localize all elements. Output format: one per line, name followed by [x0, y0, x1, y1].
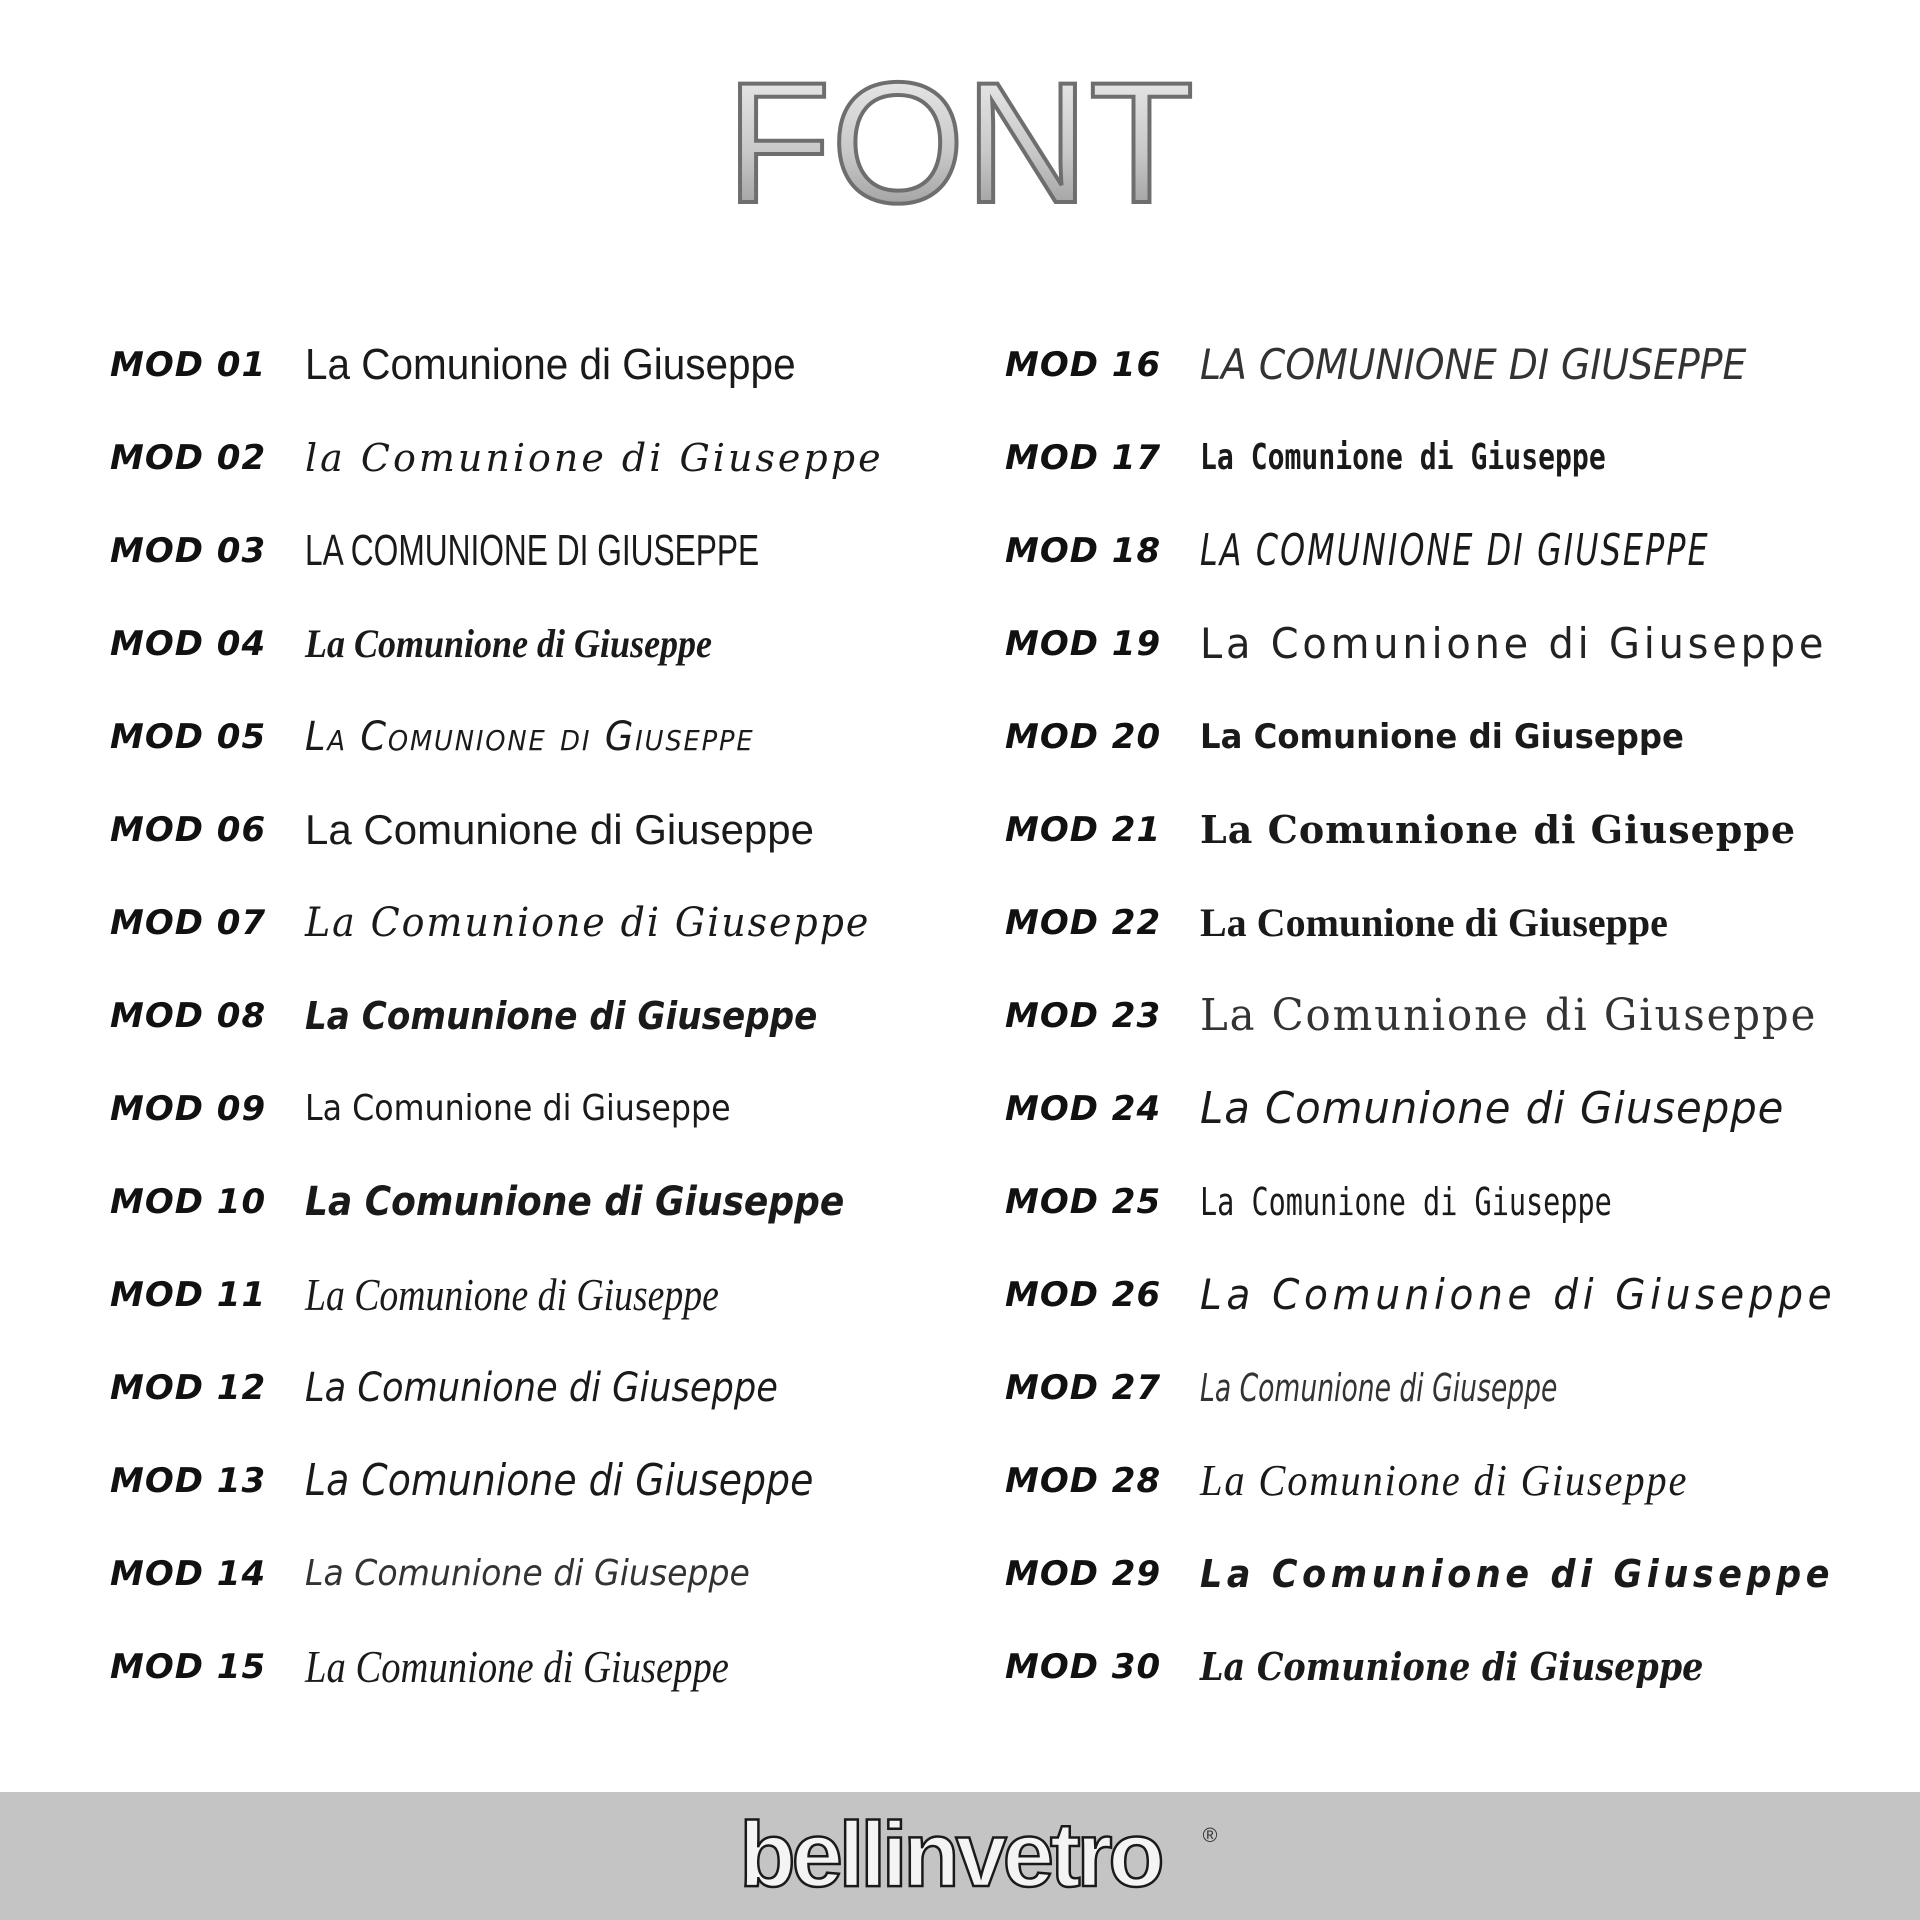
mod-label: MOD 02 [110, 437, 267, 478]
mod-label: MOD 07 [110, 902, 267, 943]
mod-label: MOD 10 [110, 1181, 267, 1222]
font-sample: LA COMUNIONE DI GIUSEPPE [1200, 524, 1710, 576]
page-title [0, 60, 1920, 220]
font-row [110, 504, 930, 597]
font-row [1005, 411, 1885, 504]
mod-label: MOD 30 [1005, 1646, 1162, 1687]
font-sample: la Comunione di Giuseppe [305, 435, 884, 480]
font-row [110, 1620, 930, 1713]
font-list-right [1005, 318, 1885, 1713]
font-sample: La Comunione di Giuseppe [1200, 1082, 1785, 1134]
font-sample: La Comunione di Giuseppe [305, 805, 815, 853]
mod-label: MOD 27 [1005, 1367, 1162, 1408]
font-row [110, 690, 930, 783]
font-row [110, 597, 930, 690]
font-sample: La Comunione di Giuseppe [1200, 436, 1606, 478]
mod-label: MOD 19 [1005, 623, 1162, 664]
title-text: FONT [725, 60, 1195, 220]
registered-mark: ® [1202, 1825, 1218, 1847]
title-graphic [0, 60, 1920, 220]
font-row [110, 411, 930, 504]
bellinvetro-logo [0, 1792, 1920, 1920]
font-row [1005, 1434, 1885, 1527]
mod-label: MOD 21 [1005, 809, 1162, 850]
mod-label: MOD 05 [110, 716, 267, 757]
font-sample: La Comunione di Giuseppe [305, 1087, 731, 1129]
mod-label: MOD 09 [110, 1088, 267, 1129]
font-row [1005, 1155, 1885, 1248]
font-row [1005, 318, 1885, 411]
mod-label: MOD 01 [110, 344, 267, 385]
mod-label: MOD 23 [1005, 995, 1162, 1036]
font-row [110, 1434, 930, 1527]
font-sample: La Comunione di Giuseppe [1200, 1551, 1835, 1596]
mod-label: MOD 08 [110, 995, 267, 1036]
font-sample: La Comunione di Giuseppe [305, 993, 818, 1038]
font-sample: La Comunione di Giuseppe [305, 620, 713, 666]
font-sample: La Comunione di Giuseppe [305, 713, 755, 760]
font-sample: La Comunione di Giuseppe [305, 1364, 778, 1411]
font-row [1005, 597, 1885, 690]
font-row [110, 318, 930, 411]
font-sample: La Comunione di Giuseppe [1200, 806, 1797, 852]
font-row [110, 1341, 930, 1434]
font-row [110, 1155, 930, 1248]
font-sample: La Comunione di Giuseppe [305, 1454, 814, 1506]
font-row [1005, 1620, 1885, 1713]
font-row [110, 969, 930, 1062]
font-row [1005, 969, 1885, 1062]
font-row [110, 1062, 930, 1155]
font-sample: La Comunione di Giuseppe [305, 339, 796, 389]
font-list-left [110, 318, 930, 1713]
mod-label: MOD 15 [110, 1646, 267, 1687]
font-row [1005, 1341, 1885, 1434]
mod-label: MOD 04 [110, 623, 267, 664]
font-sample: LA COMUNIONE DI GIUSEPPE [1200, 339, 1747, 389]
mod-label: MOD 22 [1005, 902, 1162, 943]
font-row [110, 783, 930, 876]
mod-label: MOD 18 [1005, 530, 1162, 571]
mod-label: MOD 16 [1005, 344, 1162, 385]
font-sample: La Comunione di Giuseppe [1200, 716, 1684, 757]
mod-label: MOD 20 [1005, 716, 1162, 757]
font-sample: La Comunione di Giuseppe [1200, 1365, 1558, 1410]
mod-label: MOD 11 [110, 1274, 267, 1315]
font-sample: La Comunione di Giuseppe [1200, 1269, 1837, 1319]
font-sample: La Comunione di Giuseppe [1200, 899, 1668, 945]
font-sample: La Comunione di Giuseppe [305, 1640, 729, 1692]
font-sample: La Comunione di Giuseppe [1200, 989, 1818, 1041]
font-row [110, 1527, 930, 1620]
font-sample: La Comunione di Giuseppe [1200, 1643, 1704, 1689]
mod-label: MOD 03 [110, 530, 267, 571]
mod-label: MOD 06 [110, 809, 267, 850]
mod-label: MOD 28 [1005, 1460, 1162, 1501]
font-row [1005, 504, 1885, 597]
mod-label: MOD 24 [1005, 1088, 1162, 1129]
font-row [110, 1248, 930, 1341]
mod-label: MOD 17 [1005, 437, 1162, 478]
font-sample: La Comunione di Giuseppe [305, 1268, 719, 1320]
font-sample: LA COMUNIONE DI GIUSEPPE [305, 525, 760, 575]
font-row [1005, 1062, 1885, 1155]
mod-label: MOD 29 [1005, 1553, 1162, 1594]
font-row [1005, 1248, 1885, 1341]
font-sample: La Comunione di Giuseppe [305, 899, 871, 946]
font-sample: La Comunione di Giuseppe [1200, 1179, 1612, 1224]
footer-bar [0, 1792, 1920, 1920]
font-sample: La Comunione di Giuseppe [1200, 618, 1828, 668]
font-sample: La Comunione di Giuseppe [305, 1178, 845, 1225]
font-sample: La Comunione di Giuseppe [305, 1552, 750, 1594]
font-row [1005, 876, 1885, 969]
font-row [1005, 690, 1885, 783]
font-row [1005, 783, 1885, 876]
mod-label: MOD 13 [110, 1460, 267, 1501]
font-row [1005, 1527, 1885, 1620]
logo-text: bellinvetro [739, 1804, 1161, 1906]
mod-label: MOD 25 [1005, 1181, 1162, 1222]
font-sample: La Comunione di Giuseppe [1200, 1455, 1689, 1505]
font-row [110, 876, 930, 969]
mod-label: MOD 26 [1005, 1274, 1162, 1315]
mod-label: MOD 12 [110, 1367, 267, 1408]
mod-label: MOD 14 [110, 1553, 267, 1594]
